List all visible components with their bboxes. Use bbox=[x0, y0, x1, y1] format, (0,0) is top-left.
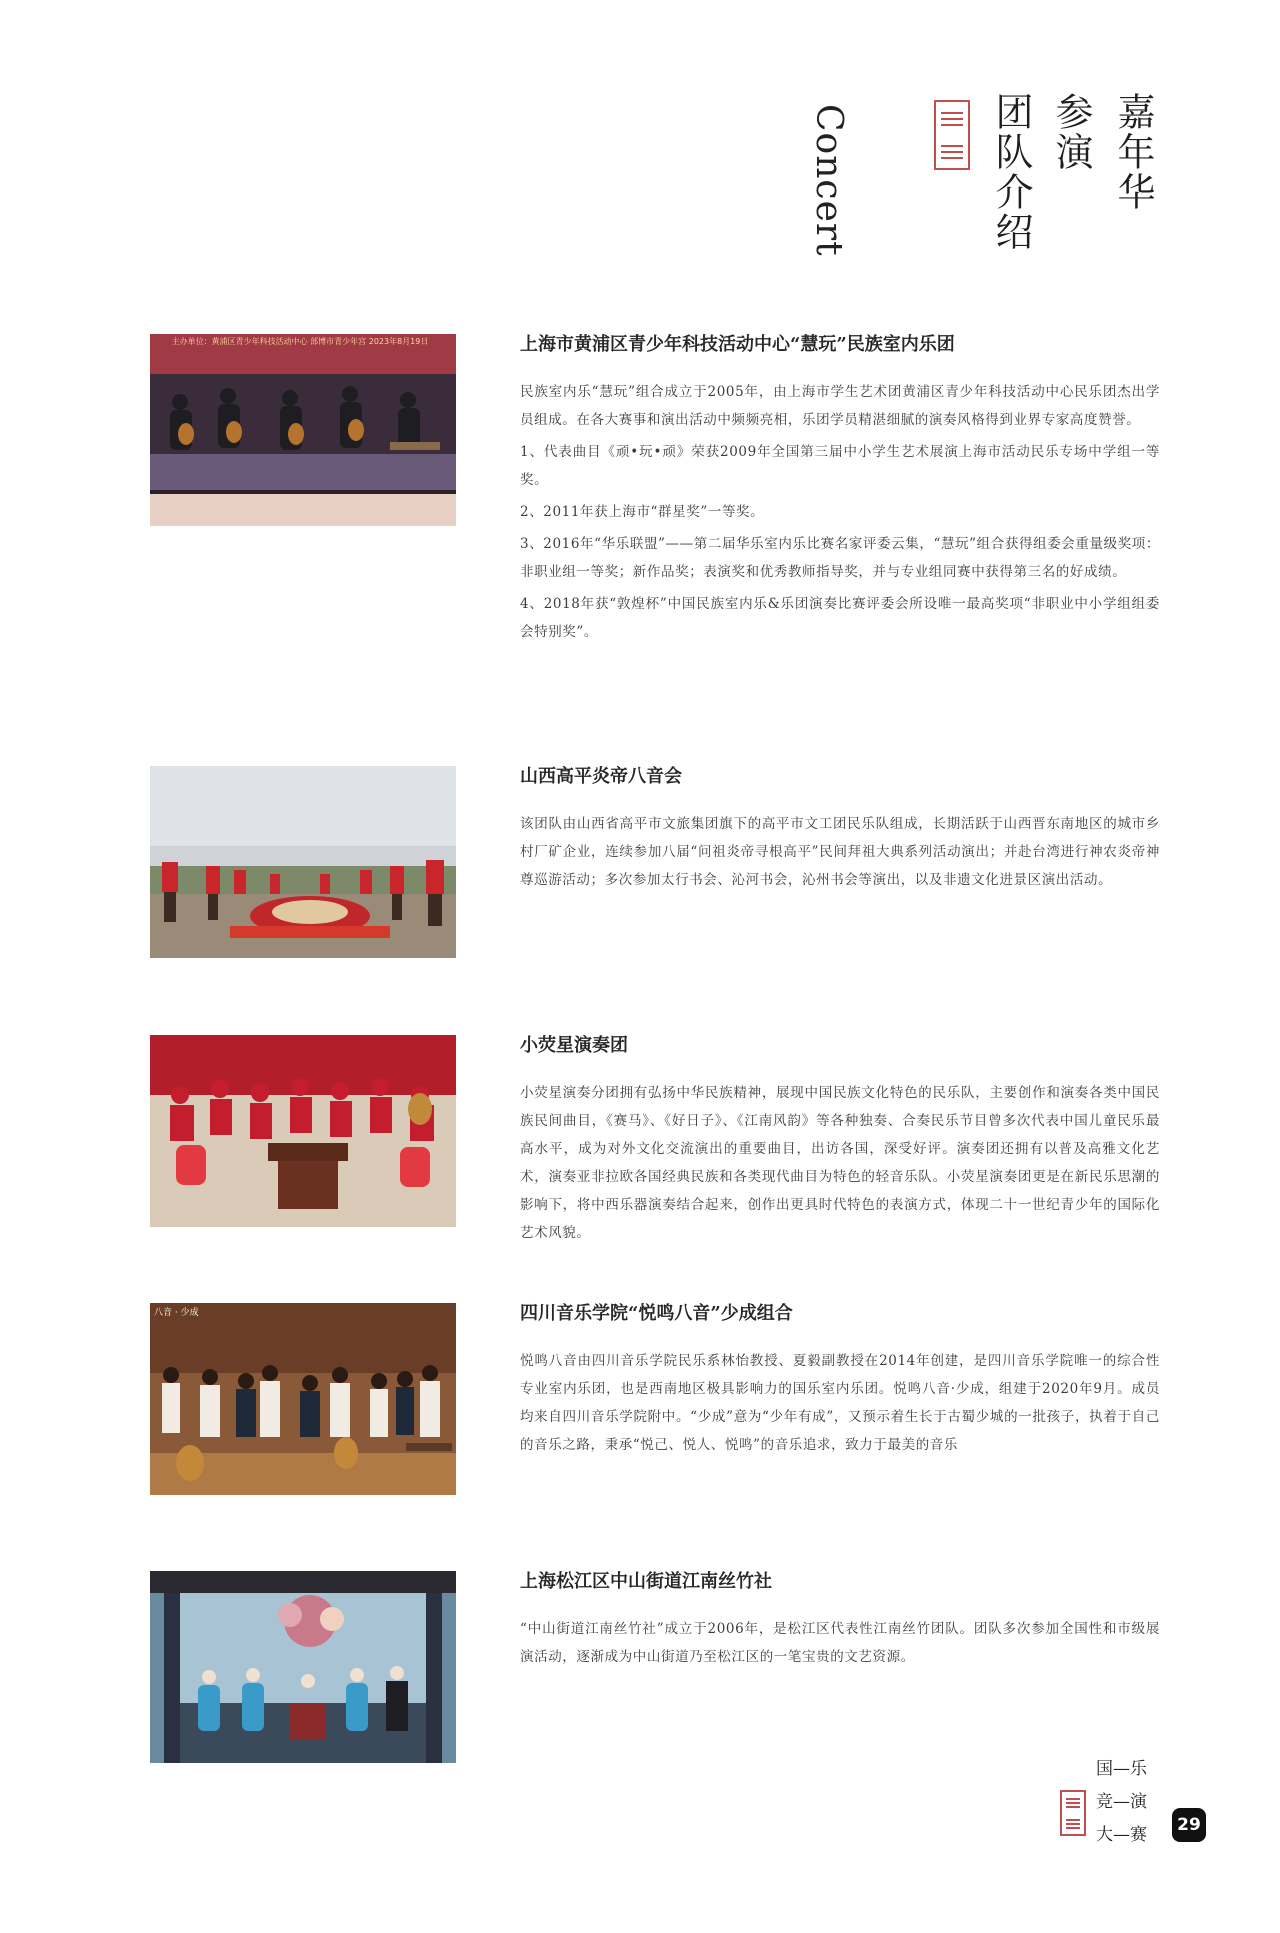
section-paragraph: 3、2016年“华乐联盟”——第二届华乐室内乐比赛名家评委云集，“慧玩”组合获得组委会重量级奖项：非职业组一等奖；新作品奖；表演奖和优秀教师指导奖，并与专业组同赛中获得第三名的好成绩。 bbox=[520, 536, 1160, 580]
photo-caption: 主办单位：黄浦区青少年科技活动中心 部博市青少年宫 2023年8月19日 bbox=[171, 337, 429, 346]
photo-xiaoyingxing bbox=[150, 1035, 456, 1227]
header-title-carnival: 嘉年华 bbox=[1111, 92, 1155, 212]
section-title: 上海市黄浦区青少年科技活动中心“慧玩”民族室内乐团 bbox=[520, 334, 955, 355]
photo-gaoping-bayin bbox=[150, 766, 456, 958]
section-yueming-bayin bbox=[150, 1303, 1160, 1503]
section-title: 小荧星演奏团 bbox=[520, 1035, 628, 1056]
section-songjiang-sizhu bbox=[150, 1571, 1160, 1771]
section-paragraph: “中山街道江南丝竹社”成立于2006年，是松江区代表性江南丝竹团队。团队多次参加全国性和市级展演活动，逐渐成为中山街道乃至松江区的一笔宝贵的文艺资源。 bbox=[520, 1621, 1160, 1665]
outdoor-performance-photo-icon bbox=[150, 766, 456, 958]
footer-row: 竞—演 bbox=[1096, 1792, 1147, 1812]
concert-stage-photo-icon bbox=[150, 334, 456, 526]
section-xiaoyingxing bbox=[150, 1035, 1160, 1241]
photo-caption: 八音 · 少成 bbox=[154, 1308, 199, 1318]
header-title-participating: 参演 bbox=[1049, 92, 1093, 172]
section-paragraph: 2、2011年获上海市“群星奖”一等奖。 bbox=[520, 504, 765, 520]
photo-yueming-bayin bbox=[150, 1303, 456, 1495]
section-title: 山西高平炎帝八音会 bbox=[520, 766, 682, 787]
seal-stamp-icon bbox=[934, 100, 970, 170]
photo-huangpu-ensemble bbox=[150, 334, 456, 526]
group-portrait-photo-icon bbox=[150, 1303, 456, 1495]
section-title: 四川音乐学院“悦鸣八音”少成组合 bbox=[520, 1303, 793, 1324]
header-title-team-intro: 团队介绍 bbox=[989, 92, 1033, 252]
section-paragraph: 该团队由山西省高平市文旅集团旗下的高平市文工团民乐队组成，长期活跃于山西晋东南地区的城市乡村厂矿企业，连续参加八届“问祖炎帝寻根高平”民间拜祖大典系列活动演出；并赴台湾进行神农炎帝神尊巡游活动；多次参加太行书会、沁河书会，沁州书会等演出，以及非遗文化进景区演出活动。 bbox=[520, 816, 1160, 888]
concert-label: Concert bbox=[808, 104, 849, 257]
footer-label bbox=[1096, 1753, 1147, 1852]
footer-row: 国—乐 bbox=[1096, 1759, 1147, 1779]
page-number-badge: 29 bbox=[1172, 1808, 1206, 1842]
pavilion-performance-photo-icon bbox=[150, 1571, 456, 1763]
children-orchestra-photo-icon bbox=[150, 1035, 456, 1227]
footer-seal-icon bbox=[1060, 1790, 1086, 1836]
section-paragraph: 民族室内乐“慧玩”组合成立于2005年，由上海市学生艺术团黄浦区青少年科技活动中心民乐团杰出学员组成。在各大赛事和演出活动中频频亮相，乐团学员精湛细腻的演奏风格得到业界专家高度赞誉。 bbox=[520, 384, 1160, 428]
section-paragraph: 悦鸣八音由四川音乐学院民乐系林怡教授、夏毅副教授在2014年创建，是四川音乐学院唯一的综合性专业室内乐团，也是西南地区极具影响力的国乐室内乐团。悦鸣八音·少成，组建于2020年9月。成员均来自四川音乐学院附中。“少成”意为“少年有成”，又预示着生长于古蜀少城的一批孩子，执着于自己的音乐之路，秉承“悦己、悦人、悦鸣”的音乐追求，致力于最美的音乐 bbox=[520, 1353, 1160, 1453]
section-gaoping-bayin bbox=[150, 766, 1160, 966]
photo-songjiang-sizhu bbox=[150, 1571, 456, 1763]
section-huangpu-ensemble bbox=[150, 334, 1160, 640]
section-paragraph: 小荧星演奏分团拥有弘扬中华民族精神，展现中国民族文化特色的民乐队，主要创作和演奏各类中国民族民间曲目，《赛马》、《好日子》、《江南风韵》等各种独奏、合奏民乐节目曾多次代表中国儿童民乐最高水平，成为对外文化交流演出的重要曲目，出访各国，深受好评。演奏团还拥有以普及高雅文化艺术，演奏亚非拉欧各国经典民族和各类现代曲目为特色的轻音乐队。小荧星演奏团更是在新民乐思潮的影响下，将中西乐器演奏结合起来，创作出更具时代特色的表演方式，体现二十一世纪青少年的国际化艺术风貌。 bbox=[520, 1085, 1160, 1241]
footer-row: 大—赛 bbox=[1096, 1825, 1147, 1845]
section-paragraph: 1、代表曲目《顽•玩•顽》荣获2009年全国第三届中小学生艺术展演上海市活动民乐专场中学组一等奖。 bbox=[520, 444, 1160, 488]
section-title: 上海松江区中山街道江南丝竹社 bbox=[520, 1571, 772, 1592]
section-paragraph: 4、2018年获“敦煌杯”中国民族室内乐&乐团演奏比赛评委会所设唯一最高奖项“非职业中小学组组委会特别奖”。 bbox=[520, 596, 1160, 640]
